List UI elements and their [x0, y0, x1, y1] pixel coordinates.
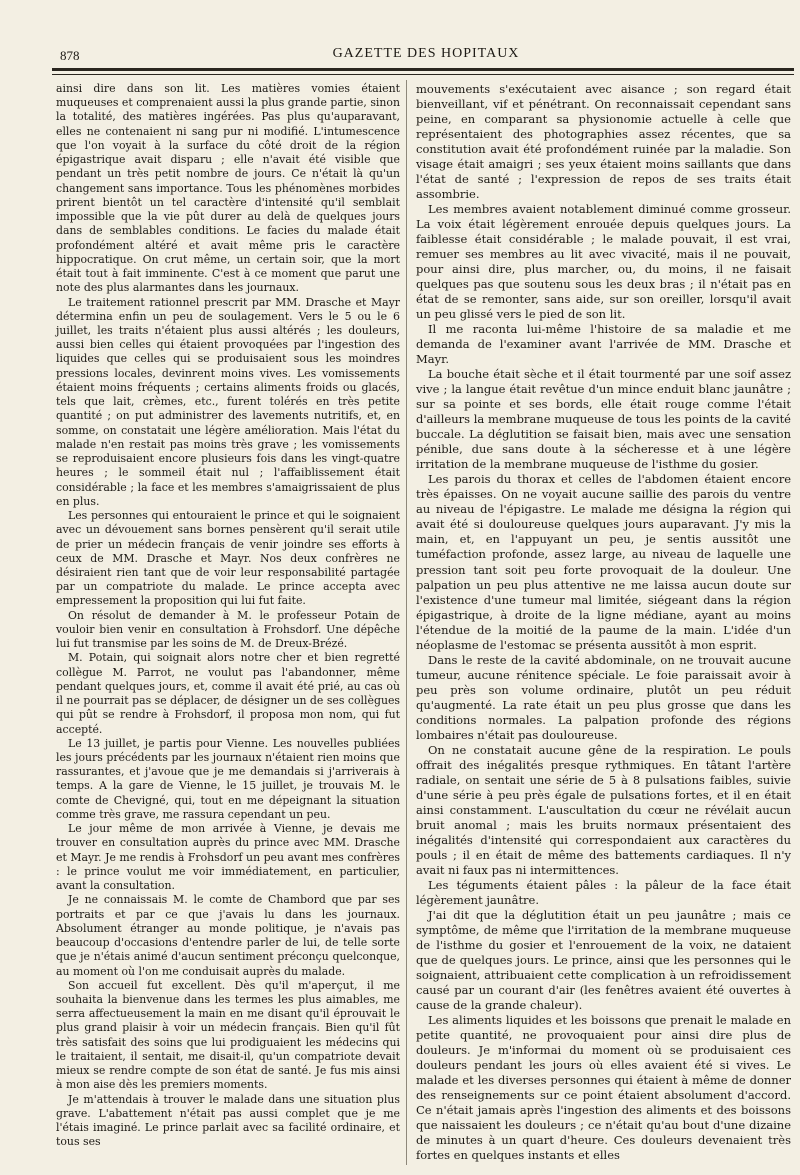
paragraph: Les personnes qui entouraient le prince et qui le soignaient avec un dévouement sans bornes pensèrent qu'il serait utile de prier un médecin français de venir joindre ses efforts à ceux de MM. Drasche et Mayr. Nos deux confrères ne désiraient rien tant que de voir leur responsabilité partagée par un compatriote du malade. Le prince accepta avec empressement la proposition qui lui fut faite.: [56, 509, 400, 608]
page-header: [60, 42, 792, 66]
paragraph: Le 13 juillet, je partis pour Vienne. Les nouvelles publiées les jours précédents par les journaux n'étaient rien moins que rassurantes, et j'avoue que je me demandais si j'arriverais à temps. A la gare de Vienne, le 15 juillet, je trouvais M. le comte de Chevigné, qui, tout en me dépeignant la situation comme très grave, me rassura cependant un peu.: [56, 736, 400, 821]
page-number: 878: [60, 48, 80, 63]
paragraph: Les téguments étaient pâles : la pâleur de la face était légèrement jaunâtre.: [416, 877, 791, 907]
paragraph: On ne constatait aucune gêne de la respiration. Le pouls offrait des inégalités presque rythmiques. En tâtant l'artère radiale, on sentait une série de 5 à 8 pulsations faibles, suivie d'une série à peu près égale de pulsations fortes, et il en était ainsi constamment. L'auscultation du cœur ne révélait aucun bruit anomal ; mais les bruits normaux présentaient des inégalités d'intensité qui correspondaient aux caractères du pouls ; il en était de même des battements cardiaques. Il n'y avait ni faux pas ni intermittences.: [416, 742, 791, 877]
paragraph: Les parois du thorax et celles de l'abdomen étaient encore très épaisses. On ne voyait aucune saillie des parois du ventre au niveau de l'épigastre. Le malade me désigna la région qui avait été si douloureuse quelques jours auparavant. J'y mis la main, et, en l'appuyant un peu, je sentis aussitôt une tuméfaction profonde, assez large, au niveau de laquelle une pression tant soit peu forte provoquait de la douleur. Une palpation un peu plus attentive ne me laissa aucun doute sur l'existence d'une tumeur mal limitée, siégeant dans la région épigastrique, à droite de la ligne médiane, ayant au moins l'étendue de la moitié de la paume de la main. L'idée d'un néoplasme de l'estomac se présenta aussitôt à mon esprit.: [416, 472, 791, 652]
paragraph: Je m'attendais à trouver le malade dans une situation plus grave. L'abattement n'était pas aussi complet que je me l'étais imaginé. Le prince parlait avec sa facilité ordinaire, et tous ses: [56, 1092, 400, 1149]
left-column: [56, 82, 400, 1165]
paragraph: Le jour même de mon arrivée à Vienne, je devais me trouver en consultation auprès du prince avec MM. Drasche et Mayr. Je me rendis à Frohsdorf un peu avant mes confrères : le prince voulut me voir immédiatement, en particulier, avant la consultation.: [56, 822, 400, 893]
paragraph: ainsi dire dans son lit. Les matières vomies étaient muqueuses et comprenaient aussi la plus grande partie, sinon la totalité, des matières ingérées. Pas plus qu'auparavant, elles ne contenaient ni sang pur ni modifié. L'intumescence que l'on voyait à la surface du côté droit de la région épigastrique avait disparu ; elle n'avait été visible que pendant un très petit nombre de jours. Ce n'était là qu'un changement sans importance. Tous les phénomènes morbides prirent bientôt un tel caractère d'intensité qu'il semblait impossible que la vie pût durer au delà de quelques jours dans de semblables conditions. Le facies du malade était profondément altéré et avait même pris le caractère hippocratique. On crut même, un certain soir, que la mort était tout à fait imminente. C'est à ce moment que parut une note des plus alarmantes dans les journaux.: [56, 82, 400, 295]
paragraph: La bouche était sèche et il était tourmenté par une soif assez vive ; la langue était revêtue d'un mince enduit blanc jaunâtre ; sur sa pointe et ses bords, elle était rouge comme l'était d'ailleurs la membrane muqueuse de tous les points de la cavité buccale. La déglutition se faisait bien, mais avec une sensation pénible, due sans doute à la sécheresse et à une légère irritation de la membrane muqueuse de l'isthme du gosier.: [416, 367, 791, 472]
paragraph: J'ai dit que la déglutition était un peu jaunâtre ; mais ce symptôme, de même que l'irritation de la membrane muqueuse de l'isthme du gosier et l'enrouement de la voix, ne dataient que de quelques jours. Le prince, ainsi que les personnes qui le soignaient, attribuaient cette complication à un refroidissement causé par un courant d'air (les fenêtres avaient été ouvertes à cause de la grande chaleur).: [416, 907, 791, 1012]
header-rule-thin: [52, 74, 794, 75]
paragraph: M. Potain, qui soignait alors notre cher et bien regretté collègue M. Parrot, ne voulut pas l'abandonner, même pendant quelques jours, et, comme il avait été prié, au cas où il ne pourrait pas se déplacer, de désigner un de ses collègues qui pût se rendre à Frohsdorf, il proposa mon nom, qui fut accepté.: [56, 651, 400, 736]
paragraph: mouvements s'exécutaient avec aisance ; son regard était bienveillant, vif et pénétrant. On reconnaissait cependant sans peine, en comparant sa physionomie actuelle à celle que représentaient des photographies assez récentes, que sa constitution avait été profondément ruinée par la maladie. Son visage était amaigri ; ses yeux étaient moins saillants que dans l'état de santé ; l'expression de repos de ses traits était assombrie.: [416, 82, 791, 202]
paragraph: Dans le reste de la cavité abdominale, on ne trouvait aucune tumeur, aucune rénitence spéciale. Le foie paraissait avoir à peu près son volume ordinaire, plutôt un peu réduit qu'augmenté. La rate était un peu plus grosse que dans les conditions normales. La palpation profonde des régions lombaires n'était pas douloureuse.: [416, 652, 791, 742]
paragraph: Son accueil fut excellent. Dès qu'il m'aperçut, il me souhaita la bienvenue dans les termes les plus aimables, me serra affectueusement la main en me disant qu'il éprouvait le plus grand plaisir à voir un médecin français. Bien qu'il fût très satisfait des soins que lui prodiguaient les médecins qui le traitaient, il sentait, me disait-il, qu'un compatriote devait mieux se rendre compte de son état de santé. Je fus mis ainsi à mon aise dès les premiers moments.: [56, 978, 400, 1092]
paragraph: Il me raconta lui-même l'histoire de sa maladie et me demanda de l'examiner avant l'arrivée de MM. Drasche et Mayr.: [416, 322, 791, 367]
journal-title: GAZETTE DES HOPITAUX: [332, 46, 520, 61]
header-rule-thick: [52, 68, 794, 71]
paragraph: Les membres avaient notablement diminué comme grosseur. La voix était légèrement enrouée depuis quelques jours. La faiblesse était considérable ; le malade pouvait, il est vrai, remuer ses membres au lit avec vivacité, mais il ne pouvait, pour ainsi dire, plus marcher, ou, du moins, il ne faisait quelques pas que soutenu sous les deux bras ; il n'était pas en état de se remonter, sans aide, sur son oreiller, lorsqu'il avait un peu glissé vers le pied de son lit.: [416, 202, 791, 322]
paragraph: Les aliments liquides et les boissons que prenait le malade en petite quantité, ne provoquaient pour ainsi dire plus de douleurs. Je m'informai du moment où se produisaient ces douleurs pendant les jours où elles avaient été si vives. Le malade et les diverses personnes qui étaient à même de donner des renseignements sur ce point étaient absolument d'accord. Ce n'était jamais après l'ingestion des aliments et des boissons que naissaient les douleurs ; ce n'était qu'au bout d'une dizaine de minutes à un quart d'heure. Ces douleurs devenaient très fortes en quelques instants et elles: [416, 1012, 791, 1163]
paragraph: Je ne connaissais M. le comte de Chambord que par ses portraits et par ce que j'avais lu dans les journaux. Absolument étranger au monde politique, je n'avais pas beaucoup d'occasions d'entendre parler de lui, de telle sorte que je n'étais animé d'aucun sentiment préconçu quelconque, au moment où l'on me conduisait auprès du malade.: [56, 893, 400, 978]
paragraph: On résolut de demander à M. le professeur Potain de vouloir bien venir en consultation à Frohsdorf. Une dépêche lui fut transmise par les soins de M. de Dreux-Brézé.: [56, 608, 400, 651]
column-divider: [406, 80, 407, 1165]
paragraph: Le traitement rationnel prescrit par MM. Drasche et Mayr détermina enfin un peu de soulagement. Vers le 5 ou le 6 juillet, les traits n'étaient plus aussi altérés ; les douleurs, aussi bien celles qui étaient provoquées par l'ingestion des liquides que celles qui se produisaient sous les moindres pressions locales, devinrent moins vives. Les vomissements étaient moins fréquents ; certains aliments froids ou glacés, tels que lait, crèmes, etc., furent tolérés en très petite quantité ; on put administrer des lavements nutritifs, et, en somme, on constatait une légère amélioration. Mais l'état du malade n'en restait pas moins très grave ; les vomissements se reproduisaient encore plusieurs fois dans les vingt-quatre heures ; le sommeil était nul ; l'affaiblissement était considérable ; la face et les membres s'amaigrissaient de plus en plus.: [56, 295, 400, 508]
right-column: [416, 82, 791, 1165]
